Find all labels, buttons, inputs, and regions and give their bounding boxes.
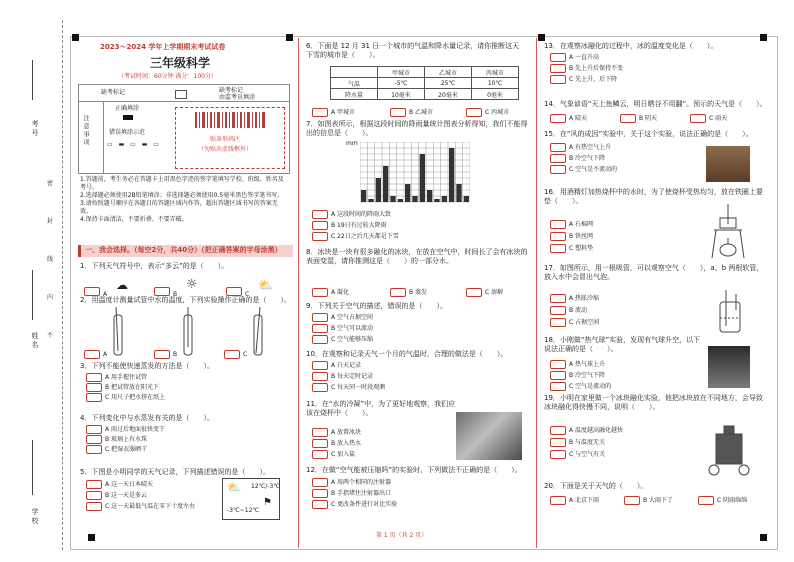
option-bubble[interactable]: C 塑料垫: [550, 244, 593, 256]
rain-bar: [398, 199, 403, 202]
q15-options: [550, 143, 617, 176]
xingming-line: [32, 270, 33, 320]
divider: [79, 101, 289, 102]
q7-options: [312, 210, 399, 243]
answer-card: [78, 84, 290, 174]
option-bubble[interactable]: A 温度越高融化越快: [550, 426, 623, 438]
option-bubble[interactable]: B: [154, 281, 177, 300]
option-bubble[interactable]: A 这段时间的降雨大致: [312, 210, 399, 221]
option-bubble[interactable]: B 每天定时记录: [312, 372, 385, 383]
question-stem: 1．下列天气符号中，表示“多云”的是（ ）。: [80, 262, 229, 270]
corner-mark: [760, 34, 767, 41]
option-bubble[interactable]: B 先上升后保持不变: [550, 64, 623, 75]
question-stem: 12．在做“空气能被压缩吗”的实验时，下列做法不正确的是（ ）。: [306, 466, 522, 474]
option-bubble[interactable]: C 这一天最低气温在零下十度左右: [86, 502, 195, 513]
option-bubble[interactable]: B 冷空气下降: [550, 154, 617, 165]
exam-top-title: 2023～2024 学年上学期期末考试试卷: [100, 43, 226, 51]
option-bubble[interactable]: A: [84, 281, 107, 300]
option-bubble[interactable]: A 空气占据空间: [312, 313, 373, 324]
option-bubble[interactable]: A 用两个相同的注射器: [312, 478, 397, 489]
option-bubble[interactable]: C 加入盐: [312, 450, 361, 461]
option-bubble[interactable]: B 这一天是多云: [86, 491, 195, 502]
corner-mark: [538, 34, 545, 41]
option-bubble[interactable]: A 有热空气上升: [550, 143, 617, 154]
question-stem: 20．下面是关于天气的（ ）。: [544, 482, 648, 490]
seal-line: [62, 20, 63, 550]
question-stem: 14．气象谚语“天上鱼鳞云，明日晒谷不用翻”。预示的天气是（ ）。: [544, 100, 767, 108]
rain-bar: [376, 178, 381, 202]
seal-char: 封: [47, 218, 54, 225]
table-header: 丙城市: [472, 67, 519, 78]
bottle-tube-figure: [712, 290, 748, 334]
option-bubble[interactable]: C 每天同一时段观测: [312, 383, 385, 394]
option-bubble[interactable]: C: [226, 281, 249, 300]
notice-label: 注意事项: [82, 115, 89, 147]
flag-label: 缺考标记: [101, 89, 126, 96]
table-cell: 气温: [331, 78, 378, 89]
weather-record-figure: [222, 478, 280, 520]
option-bubble[interactable]: B 冷空气下降: [550, 371, 611, 382]
correct-fill-sample: [123, 115, 133, 120]
cloud-sun-icon: ⛅: [227, 481, 241, 494]
option-bubble[interactable]: C 雨天: [690, 114, 727, 123]
xingming-label: 姓名: [31, 332, 39, 350]
option-bubble[interactable]: C 空气是流动的: [550, 382, 611, 393]
option-bubble[interactable]: C 占据空间: [550, 318, 599, 330]
weather-temp: 12℃/-3℃: [251, 483, 281, 490]
table-cell: 20毫米: [425, 89, 472, 100]
question-stem: 3．下列不能使快速蒸发的方法是（ ）。: [80, 362, 214, 370]
rain-bar: [456, 184, 461, 202]
seal-chars: [47, 180, 55, 370]
hot-air-balloon-photo: [708, 346, 750, 388]
question-stem: 2．用温度计测量试管中水的温度，下列实验操作正确的是（ ）。: [80, 296, 291, 304]
q18-options: [550, 360, 611, 393]
table-header: 乙城市: [425, 67, 472, 78]
question-stem: 17．如图所示，用一根吸管，可以观察空气（ ），a、b 两根软管，放入水中会冒出气泡。: [544, 264, 764, 281]
q3-options: [86, 373, 165, 403]
option-bubble[interactable]: B 空气可以流动: [312, 324, 373, 335]
table-cell: 0毫米: [472, 89, 519, 100]
option-bubble[interactable]: C 用尺子把水挤在纸上: [86, 393, 165, 403]
flag-note: 缺考标记 由监考员填涂: [219, 87, 256, 101]
rain-bar: [449, 148, 454, 202]
q11-options: [312, 428, 361, 461]
alcohol-lamp-figure: [708, 204, 748, 260]
xuexiao-line: [32, 440, 33, 495]
children-experiment-photo: [456, 412, 522, 460]
q12-options: [312, 478, 397, 511]
option-bubble[interactable]: B 流动: [550, 306, 599, 318]
column-divider: [536, 38, 537, 548]
table-cell: 10毫米: [378, 89, 425, 100]
q13-options: [550, 53, 623, 86]
notice-col: [91, 101, 104, 173]
q4-options: [86, 425, 165, 455]
q17-options: [550, 294, 599, 330]
rain-bar: [412, 196, 417, 202]
option-bubble[interactable]: A 晴天: [550, 114, 587, 123]
option-bubble[interactable]: A 白天记录: [312, 361, 385, 372]
option-bubble[interactable]: B 铁丝网: [550, 232, 593, 244]
barcode-graphic: [195, 112, 265, 128]
option-bubble[interactable]: B 乙城市: [390, 108, 433, 117]
page-footer: 第 1 页（共 2 页）: [376, 532, 428, 539]
option-bubble[interactable]: C 溶解: [466, 288, 503, 297]
q1-options: [84, 277, 284, 298]
rain-bar: [405, 184, 410, 202]
option-bubble[interactable]: A 凝化: [312, 288, 349, 297]
rainfall-chart: [360, 142, 470, 206]
option-bubble[interactable]: B 蒸发: [390, 288, 427, 297]
rain-bar: [383, 166, 388, 202]
option-bubble[interactable]: B 大雨下了: [624, 496, 673, 505]
rule-item: 4.保持卡面清洁，不要折叠、不要弄破。: [80, 216, 188, 223]
question-stem: 6．下面是 12 月 31 日一个城市的气温和降水量记录，请你推断这天下雪的城市是（ ）。: [306, 42, 520, 59]
option-bubble[interactable]: B 阴天: [620, 114, 657, 123]
option-bubble[interactable]: B 19日有过较大降雨: [312, 221, 399, 232]
q19-options: [550, 426, 623, 462]
option-bubble[interactable]: A 一直升高: [550, 53, 623, 64]
option-bubble[interactable]: A 雨过后地面很快变干: [86, 425, 165, 435]
option-bubble[interactable]: C 阴雨绵绵: [698, 496, 747, 505]
q9-options: [312, 313, 373, 346]
rain-bar: [427, 190, 432, 202]
cloudy-icon: ☁: [116, 278, 128, 292]
rain-bar: [464, 196, 469, 202]
exam-meta: （考试时间：60分钟 满分：100分）: [118, 73, 217, 80]
barcode-area: [175, 107, 285, 169]
rule-item: 2.选择题必须使用2B铅笔填涂；非选择题必须使用0.5毫米黑色签字笔书写。: [80, 192, 284, 199]
question-stem: 15．在“风的成因”实验中，关于这个实验，说法正确的是（ ）。: [544, 130, 753, 138]
option-bubble[interactable]: C 丙城市: [466, 108, 509, 117]
option-bubble[interactable]: B 与温度无关: [550, 438, 623, 450]
wind-box-photo: [706, 146, 750, 182]
table-header: 甲城市: [378, 67, 425, 78]
correct-label: 正确填涂: [115, 105, 140, 112]
question-stem: 4．下列变化中与水蒸发有关的是（ ）。: [80, 414, 214, 422]
rain-bar: [390, 196, 395, 202]
option-bubble[interactable]: A 石棉网: [550, 220, 593, 232]
question-stem: 16．用酒精灯加热烧杯中的水时，为了使烧杯受热均匀，放在铁圈上要垫（ ）。: [544, 188, 763, 205]
rain-bar: [434, 199, 439, 202]
option-bubble[interactable]: A: [84, 350, 107, 359]
rules-list: [80, 176, 286, 224]
option-bubble[interactable]: A 甲城市: [312, 108, 355, 117]
option-bubble[interactable]: C: [224, 350, 247, 359]
option-bubble[interactable]: B 手指堵住注射器出口: [312, 489, 397, 500]
corner-mark: [88, 534, 95, 541]
rain-bar: [361, 190, 366, 202]
q10-options: [312, 361, 385, 394]
kaohao-line: [32, 60, 33, 100]
option-bubble[interactable]: A 这一天日本晴天: [86, 480, 195, 491]
question-stem: 13．在观察冰融化的过程中，冰的温度变化是（ ）。: [544, 42, 718, 50]
question-stem: 9．下列关于空气的描述，错误的是（ ）。: [306, 302, 447, 310]
option-bubble[interactable]: A 放置冰块: [312, 428, 361, 439]
section-title: 一、我会选择。（每空2分，共40分）（把正确答案的字母涂黑）: [85, 246, 282, 254]
thermometer-figures: [84, 307, 284, 357]
rule-item: 1.答题前，考生务必在答题卡上用黑色字迹的签字笔填写学校、班级、姓名及考号。: [80, 176, 284, 191]
corner-mark: [760, 534, 767, 541]
chart-bars: [361, 148, 469, 202]
question-stem: 7．如图表所示，根据这段时间的降雨量统计图表分析得知，我们不能得出的信息是（ ）。: [306, 120, 528, 137]
question-stem: 8．冰块是一块有很多融化的冰块，在放在空气中，时间长了会有冰块的表面变湿，请你推测这是（ ）的一部分水。: [306, 248, 528, 265]
seal-char: 密: [47, 180, 54, 187]
steam-engine-figure: [706, 424, 752, 476]
option-bubble[interactable]: B 把试管放在阳光下: [86, 383, 165, 393]
barcode-sub: （勿贴出虚线框外）: [198, 146, 253, 153]
table-cell: 降水量: [331, 89, 378, 100]
table-header: [331, 67, 378, 78]
option-bubble[interactable]: C 22日之后几天都是下雪: [312, 232, 399, 243]
section-header: [78, 245, 293, 257]
option-bubble[interactable]: C 与空气有关: [550, 450, 623, 462]
option-bubble[interactable]: C 空气能够压缩: [312, 335, 373, 346]
question-stem: 18．小刚做“热气球”实验，发现有气球升空，以下说法正确的是（ ）。: [544, 336, 701, 353]
rain-bar: [442, 196, 447, 202]
subject-title: 三年级科学: [150, 56, 211, 70]
question-stem: 11．在“水的冷凝”中，为了更好地观察，我们应该在烧杯中（ ）。: [306, 400, 456, 417]
weather-range: -3℃~12℃: [227, 507, 260, 514]
column-divider: [298, 38, 299, 548]
option-bubble[interactable]: A 热气球上升: [550, 360, 611, 371]
question-stem: 10．在观察和记录天气一个月的气温时，合理的做法是（ ）。: [306, 350, 508, 358]
question-stem: 5．下图是小明同学的天气记录，下列描述错误的是（ ）。: [80, 468, 270, 476]
option-bubble[interactable]: A 热胀冷缩: [550, 294, 599, 306]
flag-box[interactable]: [175, 90, 187, 99]
option-bubble[interactable]: A 北京下雨: [550, 496, 599, 505]
rain-bar: [368, 199, 373, 202]
wrong-label: 错误填涂示范: [109, 129, 146, 136]
q16-options: [550, 220, 593, 256]
q5-options: [86, 480, 195, 513]
option-bubble[interactable]: C 先上升，后下降: [550, 75, 623, 86]
corner-mark: [286, 34, 293, 41]
option-bubble[interactable]: C 把湿衣服晒干: [86, 445, 165, 455]
option-bubble[interactable]: B 玻璃上有水珠: [86, 435, 165, 445]
rain-bar: [420, 154, 425, 202]
table-cell: 25℃: [425, 78, 472, 89]
seal-char: 不: [47, 332, 54, 339]
option-bubble[interactable]: B 放入热水: [312, 439, 361, 450]
sun-icon: ☼: [186, 277, 198, 292]
corner-mark: [72, 34, 79, 41]
partly-cloudy-icon: ⛅: [258, 278, 273, 292]
option-bubble[interactable]: A 用手握住试管: [86, 373, 165, 383]
question-stem: 19．小明在家里做一个冰块融化实验，他把冰块放在不同地方，会导致冰块融化得快慢不同，说明（ ）。: [544, 394, 763, 411]
xuexiao-label: 学校: [31, 508, 39, 526]
wrong-fill-samples: ▭ ▬ ▭ ▬ ▭: [107, 141, 161, 148]
rule-item: 3.请按照题号顺序在各题目的答题区域内作答，超出答题区域书写的答案无效。: [80, 200, 278, 215]
table-cell: 10℃: [472, 78, 519, 89]
chart-ylabel: mm: [346, 140, 358, 147]
barcode-text: 贴条形码区: [210, 136, 241, 143]
wind-flag-icon: ⚑: [263, 497, 272, 508]
kaohao-label: 考号: [31, 120, 39, 138]
option-bubble[interactable]: B: [154, 350, 177, 359]
seal-char: 内: [47, 294, 54, 301]
weather-table: [330, 66, 519, 100]
option-bubble[interactable]: C 空气是不流动的: [550, 165, 617, 176]
table-cell: -5℃: [378, 78, 425, 89]
option-bubble[interactable]: C 更改条件进行对比实验: [312, 500, 397, 511]
seal-char: 线: [47, 256, 54, 263]
